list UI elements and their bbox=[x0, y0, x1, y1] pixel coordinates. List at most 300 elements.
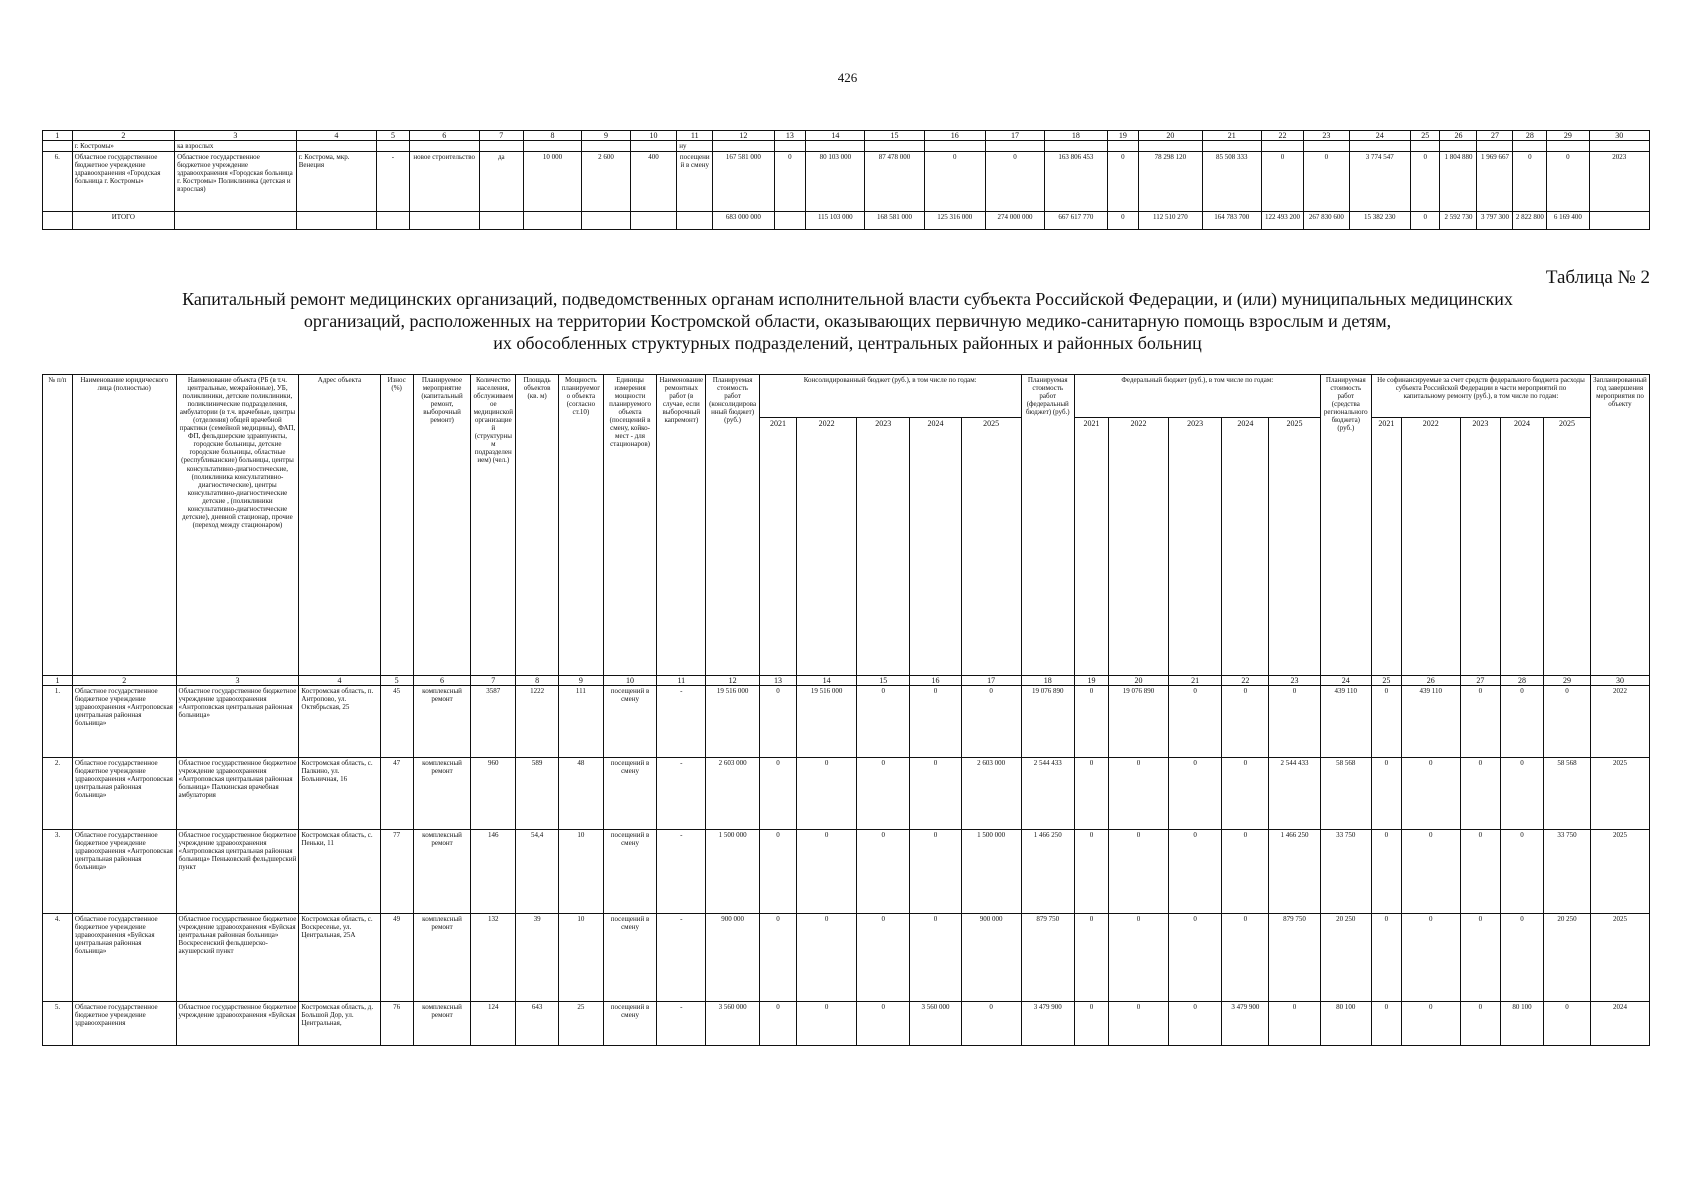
table-cell bbox=[479, 141, 523, 152]
table-label: Таблица № 2 bbox=[1545, 267, 1650, 288]
table-cell bbox=[1045, 141, 1107, 152]
table-cell: - bbox=[657, 914, 706, 1002]
table-cell: 0 bbox=[1410, 212, 1440, 230]
table-cell: 0 bbox=[797, 914, 857, 1002]
year-header-cell: 2025 bbox=[961, 418, 1021, 676]
header-cell: № п/п bbox=[43, 375, 73, 676]
title-line: организаций, расположенных на территории Костромской области, оказывающих первичную медико-санитарную помощь взрослым и детям, bbox=[303, 311, 1392, 331]
table-cell: комплексный ремонт bbox=[413, 1002, 471, 1046]
table-cell: Костромская область, с. Пеньки, 11 bbox=[299, 830, 380, 914]
table-cell: 0 bbox=[1168, 686, 1221, 758]
table-cell: 3 774 547 bbox=[1349, 152, 1410, 212]
table-cell: комплексный ремонт bbox=[413, 830, 471, 914]
table-cell: 0 bbox=[1109, 914, 1169, 1002]
table-cell: г. Кострома, мкр. Венеция bbox=[296, 152, 376, 212]
table-cell: 0 bbox=[1222, 686, 1269, 758]
table-cell bbox=[1202, 141, 1261, 152]
column-number-cell: 11 bbox=[657, 676, 706, 686]
year-header-cell: 2024 bbox=[910, 418, 961, 676]
table-cell: 0 bbox=[1371, 914, 1401, 1002]
column-number-cell: 30 bbox=[1590, 676, 1649, 686]
table-cell bbox=[523, 141, 581, 152]
table-row bbox=[43, 758, 1650, 830]
capital-repair-table bbox=[42, 374, 1650, 1046]
table-cell bbox=[630, 141, 677, 152]
column-number-cell: 5 bbox=[380, 676, 413, 686]
column-number-cell: 6 bbox=[413, 676, 471, 686]
total-row bbox=[43, 212, 1650, 230]
table-cell: 78 298 120 bbox=[1139, 152, 1202, 212]
table-cell: 274 000 000 bbox=[985, 212, 1044, 230]
table-cell bbox=[865, 141, 924, 152]
table-cell: 10 bbox=[558, 914, 603, 1002]
table-cell bbox=[582, 212, 631, 230]
table-cell: комплексный ремонт bbox=[413, 686, 471, 758]
table-cell: 0 bbox=[797, 758, 857, 830]
header-cell: Не софинансируемые за счет средств федерального бюджета расходы субъекта Российской Федерации в части мероприятий по капитальному ремонту (руб.), в том числе по годам: bbox=[1371, 375, 1590, 418]
column-number-row bbox=[43, 676, 1650, 686]
table-cell: 10 000 bbox=[523, 152, 581, 212]
table-cell: 80 103 000 bbox=[806, 152, 865, 212]
table-cell: 0 bbox=[1168, 914, 1221, 1002]
table-cell: 0 bbox=[1074, 758, 1108, 830]
table-cell: 0 bbox=[1269, 686, 1320, 758]
table-cell: 163 806 453 bbox=[1045, 152, 1107, 212]
column-number-cell: 29 bbox=[1543, 676, 1590, 686]
table-cell: 0 bbox=[1222, 830, 1269, 914]
column-number-cell: 28 bbox=[1513, 131, 1547, 141]
year-header-cell: 2024 bbox=[1501, 418, 1544, 676]
table-cell bbox=[175, 212, 297, 230]
title-line: их обособленных структурных подразделений, центральных районных и районных больниц bbox=[493, 333, 1202, 353]
year-header-cell: 2023 bbox=[857, 418, 910, 676]
year-header-cell: 2021 bbox=[759, 418, 796, 676]
table-cell: 0 bbox=[1261, 152, 1303, 212]
column-number-cell: 10 bbox=[603, 676, 656, 686]
table-cell: 167 581 000 bbox=[713, 152, 774, 212]
table-cell: 0 bbox=[1109, 1002, 1169, 1046]
table-cell bbox=[1513, 141, 1547, 152]
table-cell: 0 bbox=[910, 686, 961, 758]
year-header-cell: 2024 bbox=[1222, 418, 1269, 676]
table-cell: посещений в смену bbox=[603, 830, 656, 914]
header-cell: Планируемая стоимость работ (федеральный бюджет) (руб.) bbox=[1021, 375, 1074, 676]
table-cell: 2025 bbox=[1590, 914, 1649, 1002]
table-cell bbox=[1440, 141, 1477, 152]
column-number-cell: 10 bbox=[630, 131, 677, 141]
year-header-cell: 2025 bbox=[1269, 418, 1320, 676]
table-cell bbox=[296, 141, 376, 152]
table-cell: Костромская область, с. Воскресенье, ул. Центральная, 25А bbox=[299, 914, 380, 1002]
table-cell: 0 bbox=[759, 830, 796, 914]
table-cell: 0 bbox=[1371, 686, 1401, 758]
table-cell: Областное государственное бюджетное учреждение здравоохранения «Буйская центральная районная больница» bbox=[72, 914, 176, 1002]
header-cell: Площадь объектов (кв. м) bbox=[516, 375, 559, 676]
table-cell: Областное государственное бюджетное учреждение здравоохранения «Антроповская центральная районная больница» Пеньковский фельдшерский пункт bbox=[176, 830, 299, 914]
column-number-cell: 9 bbox=[582, 131, 631, 141]
table-cell: 0 bbox=[857, 830, 910, 914]
table-cell bbox=[1410, 141, 1440, 152]
table-title bbox=[60, 288, 1635, 354]
table-cell: 667 617 770 bbox=[1045, 212, 1107, 230]
header-cell: Количество населения, обслуживаемое медицинской организацией (структурным подразделением) (чел.) bbox=[471, 375, 516, 676]
table-cell: 39 bbox=[516, 914, 559, 1002]
table-cell: 2 603 000 bbox=[706, 758, 759, 830]
table-cell: 0 bbox=[1074, 1002, 1108, 1046]
column-number-cell: 16 bbox=[910, 676, 961, 686]
table-cell: 80 100 bbox=[1320, 1002, 1371, 1046]
table-cell: 0 bbox=[1074, 686, 1108, 758]
column-number-cell: 20 bbox=[1139, 131, 1202, 141]
column-number-cell: 12 bbox=[713, 131, 774, 141]
table-cell: 0 bbox=[1543, 686, 1590, 758]
title-line: Капитальный ремонт медицинских организаций, подведомственных органам исполнительной власти субъекта Российской Федерации, и (или) муниципальных медицинских bbox=[182, 289, 1513, 309]
column-number-cell: 6 bbox=[409, 131, 479, 141]
table-cell: 33 750 bbox=[1320, 830, 1371, 914]
table-cell: 87 478 000 bbox=[865, 152, 924, 212]
table-cell: Областное государственное бюджетное учреждение здравоохранения «Буйская центральная районная больница» Воскресенский фельдшерско-акушерский пункт bbox=[176, 914, 299, 1002]
table-cell: 0 bbox=[1460, 914, 1501, 1002]
column-number-cell: 11 bbox=[677, 131, 713, 141]
table-cell bbox=[409, 212, 479, 230]
table-cell: 20 250 bbox=[1543, 914, 1590, 1002]
table-cell: 5. bbox=[43, 1002, 73, 1046]
table-cell: 2023 bbox=[1589, 152, 1649, 212]
table-cell: 0 bbox=[759, 914, 796, 1002]
header-cell: Единицы измерения мощности планируемого объекта (посещений в смену, койко-мест - для стационаров) bbox=[603, 375, 656, 676]
table-cell: 19 516 000 bbox=[706, 686, 759, 758]
year-header-cell: 2023 bbox=[1168, 418, 1221, 676]
column-number-cell: 27 bbox=[1477, 131, 1513, 141]
table-cell bbox=[582, 141, 631, 152]
column-number-cell: 22 bbox=[1222, 676, 1269, 686]
table-cell: - bbox=[657, 758, 706, 830]
table-cell: 111 bbox=[558, 686, 603, 758]
table-cell: 0 bbox=[759, 1002, 796, 1046]
table-cell: 25 bbox=[558, 1002, 603, 1046]
table-cell: 77 bbox=[380, 830, 413, 914]
table-cell: ка взрослых bbox=[175, 141, 297, 152]
table-cell bbox=[774, 212, 806, 230]
year-header-cell: 2021 bbox=[1074, 418, 1108, 676]
table-cell: 643 bbox=[516, 1002, 559, 1046]
header-cell: Планируемая стоимость работ (консолидированный бюджет) (руб.) bbox=[706, 375, 759, 676]
header-cell: Износ (%) bbox=[380, 375, 413, 676]
header-cell: Наименование юридического лица (полностью) bbox=[72, 375, 176, 676]
header-cell: Адрес объекта bbox=[299, 375, 380, 676]
table-cell: 1222 bbox=[516, 686, 559, 758]
column-number-cell: 16 bbox=[924, 131, 985, 141]
table-cell: Областное государственное бюджетное учреждение здравоохранения «Антроповская центральная районная больница» bbox=[72, 830, 176, 914]
table-cell: 439 110 bbox=[1401, 686, 1460, 758]
table-cell: 2024 bbox=[1590, 1002, 1649, 1046]
table-cell: 0 bbox=[1460, 830, 1501, 914]
table-cell: 3 479 900 bbox=[1222, 1002, 1269, 1046]
table-cell: 0 bbox=[1074, 830, 1108, 914]
table-cell: 2 600 bbox=[582, 152, 631, 212]
column-number-cell: 3 bbox=[176, 676, 299, 686]
table-cell: Областное государственное бюджетное учреждение здравоохранения «Буйская bbox=[176, 1002, 299, 1046]
table-cell: ну bbox=[677, 141, 713, 152]
header-cell: Мощность планируемого объекта (согласно ст.10) bbox=[558, 375, 603, 676]
table-cell: 49 bbox=[380, 914, 413, 1002]
table-cell: 900 000 bbox=[961, 914, 1021, 1002]
table-cell: 2 822 800 bbox=[1513, 212, 1547, 230]
year-header-cell: 2022 bbox=[1109, 418, 1169, 676]
table-cell: 80 100 bbox=[1501, 1002, 1544, 1046]
table-cell: посещений в смену bbox=[677, 152, 713, 212]
year-header-cell: 2023 bbox=[1460, 418, 1501, 676]
table-cell: 0 bbox=[1401, 914, 1460, 1002]
table-cell: 0 bbox=[1401, 758, 1460, 830]
table-cell: 1 969 667 bbox=[1477, 152, 1513, 212]
table-cell bbox=[523, 212, 581, 230]
table-cell bbox=[985, 141, 1044, 152]
column-number-cell: 25 bbox=[1371, 676, 1401, 686]
column-number-cell: 13 bbox=[774, 131, 806, 141]
table-cell: 0 bbox=[1410, 152, 1440, 212]
column-number-cell: 4 bbox=[299, 676, 380, 686]
table-cell: 2025 bbox=[1590, 830, 1649, 914]
table-cell: 164 783 700 bbox=[1202, 212, 1261, 230]
table-cell: 0 bbox=[910, 830, 961, 914]
table-cell: 19 516 000 bbox=[797, 686, 857, 758]
table-cell: 0 bbox=[1401, 1002, 1460, 1046]
table-cell: 0 bbox=[1074, 914, 1108, 1002]
table-cell bbox=[1477, 141, 1513, 152]
table-cell: Костромская область, д. Большой Дор, ул. Центральная, bbox=[299, 1002, 380, 1046]
table-cell: Областное государственное бюджетное учреждение здравоохранения «Антроповская центральная районная больница» bbox=[72, 758, 176, 830]
table-cell bbox=[677, 212, 713, 230]
table-cell: 2 592 730 bbox=[1440, 212, 1477, 230]
column-number-cell: 24 bbox=[1349, 131, 1410, 141]
table-cell: 0 bbox=[1371, 830, 1401, 914]
table-cell: 122 493 200 bbox=[1261, 212, 1303, 230]
column-number-row bbox=[43, 131, 1650, 141]
column-number-cell: 17 bbox=[985, 131, 1044, 141]
column-number-cell: 27 bbox=[1460, 676, 1501, 686]
table-cell: 58 568 bbox=[1543, 758, 1590, 830]
table-cell: 112 510 270 bbox=[1139, 212, 1202, 230]
table-cell: посещений в смену bbox=[603, 1002, 656, 1046]
table-cell: 1. bbox=[43, 686, 73, 758]
header-cell: Наименование ремонтных работ (в случае, если выборочный капремонт) bbox=[657, 375, 706, 676]
table-cell: 146 bbox=[471, 830, 516, 914]
table-cell: 3587 bbox=[471, 686, 516, 758]
table-cell: 1 466 250 bbox=[1021, 830, 1074, 914]
table-row bbox=[43, 141, 1650, 152]
table-cell: 0 bbox=[1168, 758, 1221, 830]
column-number-cell: 8 bbox=[523, 131, 581, 141]
table-cell: Областное государственное бюджетное учреждение здравоохранения bbox=[72, 1002, 176, 1046]
table-cell: 400 bbox=[630, 152, 677, 212]
column-number-cell: 19 bbox=[1107, 131, 1139, 141]
column-number-cell: 29 bbox=[1547, 131, 1589, 141]
table-cell: 0 bbox=[857, 686, 910, 758]
column-number-cell: 15 bbox=[857, 676, 910, 686]
table-cell: 1 466 250 bbox=[1269, 830, 1320, 914]
table-cell bbox=[43, 212, 73, 230]
table-cell bbox=[409, 141, 479, 152]
table-cell: 0 bbox=[1269, 1002, 1320, 1046]
table-cell: 76 bbox=[380, 1002, 413, 1046]
table-cell: 10 bbox=[558, 830, 603, 914]
table-cell: 0 bbox=[1222, 758, 1269, 830]
table-cell: 0 bbox=[797, 830, 857, 914]
column-number-cell: 2 bbox=[72, 676, 176, 686]
table-cell: 0 bbox=[1460, 686, 1501, 758]
table-cell: 132 bbox=[471, 914, 516, 1002]
table-cell: 0 bbox=[1107, 152, 1139, 212]
table-cell: 900 000 bbox=[706, 914, 759, 1002]
continuation-table bbox=[42, 130, 1650, 230]
table-cell bbox=[1547, 141, 1589, 152]
column-number-cell: 13 bbox=[759, 676, 796, 686]
table-cell bbox=[806, 141, 865, 152]
table-row bbox=[43, 830, 1650, 914]
column-number-cell: 14 bbox=[806, 131, 865, 141]
table-cell: 0 bbox=[857, 1002, 910, 1046]
table-cell bbox=[713, 141, 774, 152]
table-cell: Костромская область, с. Палкино, ул. Больничная, 16 bbox=[299, 758, 380, 830]
table-cell: 19 076 890 bbox=[1021, 686, 1074, 758]
column-number-cell: 18 bbox=[1021, 676, 1074, 686]
table-cell: посещений в смену bbox=[603, 914, 656, 1002]
table-row bbox=[43, 686, 1650, 758]
table-cell: 58 568 bbox=[1320, 758, 1371, 830]
table-cell: Костромская область, п. Антропово, ул. Октябрьская, 25 bbox=[299, 686, 380, 758]
column-number-cell: 7 bbox=[479, 131, 523, 141]
table-cell bbox=[1139, 141, 1202, 152]
table-cell: 0 bbox=[1513, 152, 1547, 212]
table-cell: 2. bbox=[43, 758, 73, 830]
column-number-cell: 19 bbox=[1074, 676, 1108, 686]
column-number-cell: 21 bbox=[1202, 131, 1261, 141]
table-cell: 0 bbox=[857, 914, 910, 1002]
table-row bbox=[43, 152, 1650, 212]
table-cell: 960 bbox=[471, 758, 516, 830]
table-cell: 3. bbox=[43, 830, 73, 914]
table-cell: 0 bbox=[1222, 914, 1269, 1002]
table-cell: 45 bbox=[380, 686, 413, 758]
table-cell: - bbox=[657, 830, 706, 914]
table-cell: 33 750 bbox=[1543, 830, 1590, 914]
table-cell: 0 bbox=[1371, 1002, 1401, 1046]
table-cell: 2 544 433 bbox=[1269, 758, 1320, 830]
column-number-cell: 28 bbox=[1501, 676, 1544, 686]
table-cell: Областное государственное бюджетное учреждение здравоохранения «Антроповская центральная районная больница» bbox=[72, 686, 176, 758]
column-number-cell: 26 bbox=[1401, 676, 1460, 686]
table-cell: 0 bbox=[910, 758, 961, 830]
header-cell: Запланированный год завершения мероприятия по объекту bbox=[1590, 375, 1649, 676]
column-number-cell: 23 bbox=[1269, 676, 1320, 686]
table-cell bbox=[296, 212, 376, 230]
table-cell: 0 bbox=[857, 758, 910, 830]
table-cell: новое строительство bbox=[409, 152, 479, 212]
header-cell: Консолидированный бюджет (руб.), в том числе по годам: bbox=[759, 375, 1021, 418]
table-cell: 879 750 bbox=[1021, 914, 1074, 1002]
column-number-cell: 8 bbox=[516, 676, 559, 686]
column-number-cell: 21 bbox=[1168, 676, 1221, 686]
table-cell: - bbox=[657, 1002, 706, 1046]
table-cell: 2 603 000 bbox=[961, 758, 1021, 830]
table-cell: 0 bbox=[1401, 830, 1460, 914]
table-cell: 47 bbox=[380, 758, 413, 830]
table-cell: комплексный ремонт bbox=[413, 914, 471, 1002]
column-number-cell: 1 bbox=[43, 131, 73, 141]
table-cell: 0 bbox=[1371, 758, 1401, 830]
table-cell: 0 bbox=[1460, 758, 1501, 830]
table-cell: 6. bbox=[43, 152, 73, 212]
table-cell: 879 750 bbox=[1269, 914, 1320, 1002]
table-cell bbox=[630, 212, 677, 230]
table-cell: 0 bbox=[1543, 1002, 1590, 1046]
table-cell: 0 bbox=[985, 152, 1044, 212]
column-number-cell: 18 bbox=[1045, 131, 1107, 141]
table-cell: 0 bbox=[1109, 758, 1169, 830]
table-cell: 0 bbox=[1304, 152, 1349, 212]
column-number-cell: 14 bbox=[797, 676, 857, 686]
table-cell bbox=[43, 141, 73, 152]
table-cell: 0 bbox=[1107, 212, 1139, 230]
column-number-cell: 7 bbox=[471, 676, 516, 686]
table-cell: 0 bbox=[759, 686, 796, 758]
table-cell bbox=[1304, 141, 1349, 152]
table-cell: 125 316 000 bbox=[924, 212, 985, 230]
table-cell: - bbox=[657, 686, 706, 758]
table-row bbox=[43, 914, 1650, 1002]
table-cell: г. Костромы» bbox=[72, 141, 175, 152]
table-cell bbox=[1589, 141, 1649, 152]
table-cell: Областное государственное бюджетное учреждение здравоохранения «Городская больница г. Костромы» bbox=[72, 152, 175, 212]
table-cell: 0 bbox=[1501, 914, 1544, 1002]
table-cell: 1 500 000 bbox=[706, 830, 759, 914]
table-cell: 0 bbox=[1501, 686, 1544, 758]
column-number-cell: 22 bbox=[1261, 131, 1303, 141]
table-cell: - bbox=[377, 152, 410, 212]
table-cell: 48 bbox=[558, 758, 603, 830]
column-number-cell: 30 bbox=[1589, 131, 1649, 141]
table-cell: 2022 bbox=[1590, 686, 1649, 758]
table-cell: 0 bbox=[961, 1002, 1021, 1046]
table-cell: 0 bbox=[1460, 1002, 1501, 1046]
table-cell: 0 bbox=[759, 758, 796, 830]
table-cell: 2 544 433 bbox=[1021, 758, 1074, 830]
table-cell bbox=[377, 141, 410, 152]
table-row bbox=[43, 1002, 1650, 1046]
table-cell bbox=[377, 212, 410, 230]
table-cell bbox=[1589, 212, 1649, 230]
table-cell bbox=[1107, 141, 1139, 152]
table-cell: 4. bbox=[43, 914, 73, 1002]
table-cell: 0 bbox=[910, 914, 961, 1002]
table-cell: 3 560 000 bbox=[706, 1002, 759, 1046]
column-number-cell: 15 bbox=[865, 131, 924, 141]
table-cell: Областное государственное бюджетное учреждение здравоохранения «Городская больница г. Костромы» Поликлиника (детская и взрослая) bbox=[175, 152, 297, 212]
table-cell: 6 169 400 bbox=[1547, 212, 1589, 230]
column-number-cell: 2 bbox=[72, 131, 175, 141]
table-cell: 0 bbox=[1109, 830, 1169, 914]
year-header-cell: 2022 bbox=[1401, 418, 1460, 676]
page-number: 426 bbox=[837, 70, 858, 85]
table-cell: Областное государственное бюджетное учреждение здравоохранения «Антроповская центральная районная больница» Палкинская врачебная амбулатория bbox=[176, 758, 299, 830]
table-cell: 20 250 bbox=[1320, 914, 1371, 1002]
table-cell: 0 bbox=[774, 152, 806, 212]
table-cell: 168 581 000 bbox=[865, 212, 924, 230]
column-number-cell: 20 bbox=[1109, 676, 1169, 686]
table-cell: да bbox=[479, 152, 523, 212]
header-cell: Планируемое мероприятие (капитальный ремонт, выборочный ремонт) bbox=[413, 375, 471, 676]
